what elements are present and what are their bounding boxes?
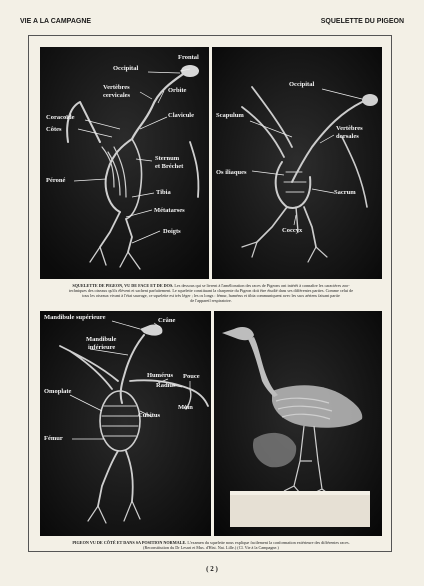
photo-skeleton-back [212,47,382,279]
label-orbite: Orbite [168,87,187,94]
label-brechet: et Bréchet [155,163,184,170]
label-clavicule: Clavicule [168,112,194,119]
label-metatarses: Métatarses [154,207,185,214]
label-coracoide: Coracoïde [46,114,75,121]
label-radius: Radius [156,382,176,389]
caption-top-line3: tous les oiseaux vivant à l'état sauvage, ce squelette est très léger ; les os longs : fémur, humérus et tibia communiquent avec les sacs aériens faisant partie [82,293,340,298]
label-inferieure: inférieure [88,344,116,351]
caption-bottom-line1: L'examen du squelette nous explique facilement la conformation extérieure des différentes races. [187,540,350,545]
label-sacrum: Sacrum [334,189,356,196]
label-occipital: Occipital [113,65,139,72]
label-frontal: Frontal [178,54,199,61]
article-title: SQUELETTE DU PIGEON [320,18,404,25]
caption-top [40,283,382,303]
magazine-title: VIE A LA CAMPAGNE [20,18,92,25]
label-femur: Fémur [44,435,63,442]
label-cervicales: cervicales [103,92,131,99]
label-scapulum: Scapulum [216,112,244,119]
label-mandibule-sup: Mandibule supérieure [44,314,106,321]
page-number: ( 2 ) [206,565,218,573]
label-vertebres: Vertèbres [103,84,130,91]
label-dorsales: dorsales [336,133,359,140]
caption-bottom-lead: PIGEON VU DE CÔTÉ ET DANS SA POSITION NORMALE. [72,540,187,545]
label-crane: Crâne [158,317,176,324]
label-cubitus: Cubitus [138,412,161,419]
label-os-iliaques: Os iliaques [216,169,247,176]
label-omoplate: Omoplate [44,388,72,395]
label-perone: Péroné [46,177,66,184]
label-coccyx: Coccyx [282,227,303,234]
label-mandibule: Mandibule [86,336,117,343]
caption-top-line1: Les dessous qui se livrent à l'amélioration des races de Pigeons ont intérêt à connaître les caractères zoo- [174,283,350,288]
caption-bottom-line2: (Reconstitution du Dr Lesart et Mus. d'Hist. Nat. Lille.) [143,545,237,550]
label-cotes: Côtes [46,126,62,133]
skeleton-side-drawing [40,311,211,536]
caption-top-lead: SQUELETTE DE PIGEON, VU DE FACE ET DE DOS. [72,283,174,288]
label-pouce: Pouce [183,373,200,380]
mounted-skeleton-drawing [214,311,382,536]
photo-skeleton-side [40,311,211,536]
label-sternum: Sternum [155,155,180,162]
caption-bottom-credit: (Cl. Vie à la Campagne.) [237,545,279,550]
label-tibia: Tibia [156,189,171,196]
caption-bottom [40,540,382,550]
label-humerus: Humérus [147,372,173,379]
caption-top-line4: de l'appareil respiratoire. [190,298,232,303]
page-header [20,18,404,28]
label-occipital-back: Occipital [289,81,315,88]
caption-top-line2: techniques des oiseaux qu'ils élèvent et sachent parfaitement. Le squelette constituant la charpente du Pigeon doit être étudié dans ses différentes parties. Comme celui de [68,288,354,293]
photo-skeleton-front [40,47,209,279]
skeleton-front-drawing [40,47,209,279]
label-main: Main [178,404,193,411]
label-doigts: Doigts [163,228,181,235]
label-vertebres-back: Vertèbres [336,125,363,132]
photo-mounted-skeleton [214,311,382,536]
